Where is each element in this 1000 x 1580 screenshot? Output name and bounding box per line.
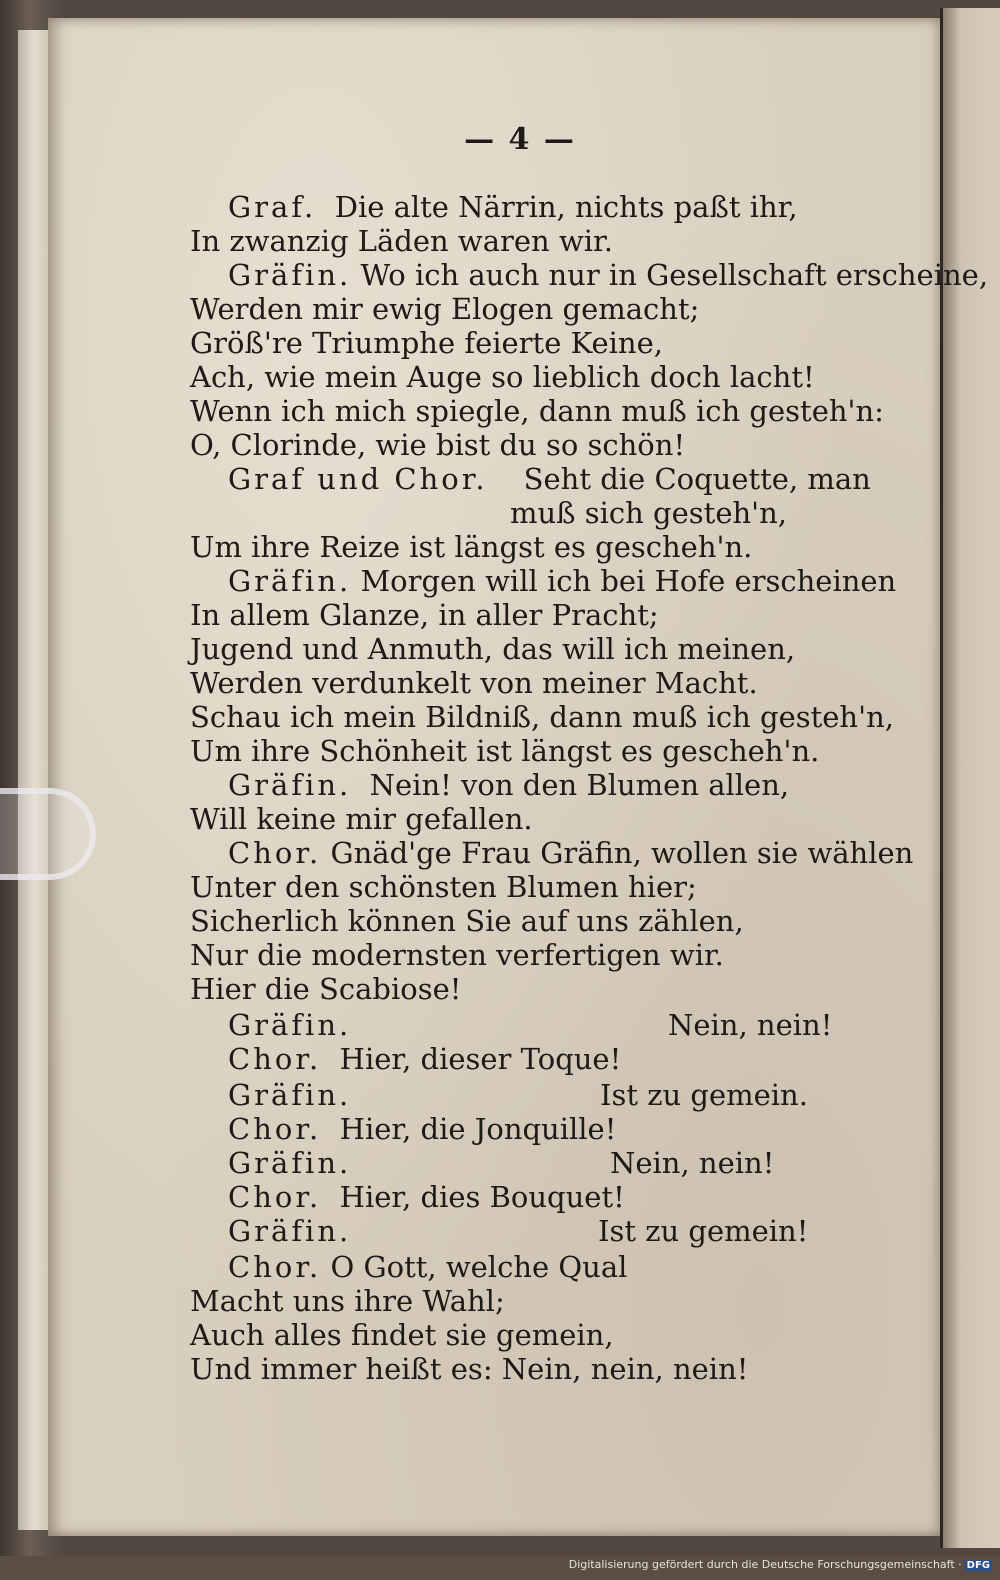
verse-text: Ist zu gemein. <box>600 1078 808 1112</box>
text-line <box>228 836 913 870</box>
text-line <box>228 1042 621 1076</box>
verse-text: Morgen will ich bei Hofe erscheinen <box>360 564 897 598</box>
text-line: Größ're Triumphe feierte Keine, <box>190 326 663 360</box>
text-line: Auch alles findet sie gemein, <box>190 1318 614 1352</box>
text-line: Macht uns ihre Wahl; <box>190 1284 505 1318</box>
text-line: Werden verdunkelt von meiner Macht. <box>190 666 758 700</box>
speaker-label: Gräfin. <box>228 1078 352 1112</box>
verse-text: Hier, dies Bouquet! <box>339 1180 625 1214</box>
text-line <box>228 1250 627 1284</box>
speaker-label: Chor. <box>228 836 322 870</box>
text-line: Um ihre Reize ist längst es gescheh'n. <box>190 530 753 564</box>
text-line: O, Clorinde, wie bist du so schön! <box>190 428 686 462</box>
text-line: Unter den schönsten Blumen hier; <box>190 870 697 904</box>
verse-text: O Gott, welche Qual <box>330 1250 628 1284</box>
speaker-label: Graf. <box>228 190 317 224</box>
speaker-label: Graf und Chor. <box>228 462 488 496</box>
text-line: Nur die modernsten verfertigen wir. <box>190 938 724 972</box>
text-line <box>228 1214 351 1248</box>
text-line <box>228 1180 625 1214</box>
text-line: Werden mir ewig Elogen gemacht; <box>190 292 700 326</box>
dfg-logo-icon: DFG <box>966 1560 990 1571</box>
speaker-label: Chor. <box>228 1180 322 1214</box>
speaker-label: Gräfin. <box>228 564 352 598</box>
text-line <box>228 258 988 292</box>
text-line <box>190 190 798 224</box>
text-line: Und immer heißt es: Nein, nein, nein! <box>190 1352 749 1386</box>
speaker-label: Gräfin. <box>228 258 352 292</box>
text-line <box>228 564 896 598</box>
digitization-credit <box>569 1558 992 1571</box>
verse-text: Die alte Närrin, nichts paßt ihr, <box>334 190 798 224</box>
text-line <box>228 1008 351 1042</box>
text-line: Ach, wie mein Auge so lieblich doch lacht! <box>190 360 815 394</box>
text-line: muß sich gesteh'n, <box>510 496 788 530</box>
page-clip-icon <box>0 788 96 880</box>
text-line <box>228 768 789 802</box>
text-line: Hier die Scabiose! <box>190 972 462 1006</box>
speaker-label: Chor. <box>228 1112 322 1146</box>
text-line: Jugend und Anmuth, das will ich meinen, <box>190 632 796 666</box>
text-line: In zwanzig Läden waren wir. <box>190 224 613 258</box>
text-line: Wenn ich mich spiegle, dann muß ich gesteh'n: <box>190 394 884 428</box>
verse-text: Nein! von den Blumen allen, <box>369 768 790 802</box>
speaker-label: Gräfin. <box>228 1008 352 1042</box>
text-line: Will keine mir gefallen. <box>190 802 533 836</box>
speaker-label: Chor. <box>228 1042 322 1076</box>
text-line: Sicherlich können Sie auf uns zählen, <box>190 904 744 938</box>
text-line: Um ihre Schönheit ist längst es gescheh'n. <box>190 734 820 768</box>
adjacent-page-edge <box>940 8 1000 1548</box>
text-line: Schau ich mein Bildniß, dann muß ich gesteh'n, <box>190 700 894 734</box>
speaker-label: Gräfin. <box>228 1146 352 1180</box>
text-line: In allem Glanze, in aller Pracht; <box>190 598 659 632</box>
page-number: — 4 — <box>464 122 576 157</box>
credit-text: Digitalisierung gefördert durch die Deutsche Forschungsgemeinschaft · <box>568 1558 962 1571</box>
verse-text: Nein, nein! <box>668 1008 833 1042</box>
verse-text: Hier, dieser Toque! <box>339 1042 622 1076</box>
page-stack-edge <box>18 30 50 1530</box>
speaker-label: Chor. <box>228 1250 322 1284</box>
text-line <box>228 1078 351 1112</box>
text-line <box>228 462 871 496</box>
speaker-label: Gräfin. <box>228 1214 352 1248</box>
text-line <box>228 1112 616 1146</box>
verse-text: Hier, die Jonquille! <box>339 1112 617 1146</box>
verse-text: Nein, nein! <box>610 1146 775 1180</box>
verse-text: Wo ich auch nur in Gesellschaft erscheine, <box>360 258 989 292</box>
text-line <box>228 1146 351 1180</box>
verse-text: Ist zu gemein! <box>598 1214 809 1248</box>
verse-text: Gnäd'ge Frau Gräfin, wollen sie wählen <box>330 836 914 870</box>
verse-text: Seht die Coquette, man <box>523 462 871 496</box>
speaker-label: Gräfin. <box>228 768 352 802</box>
